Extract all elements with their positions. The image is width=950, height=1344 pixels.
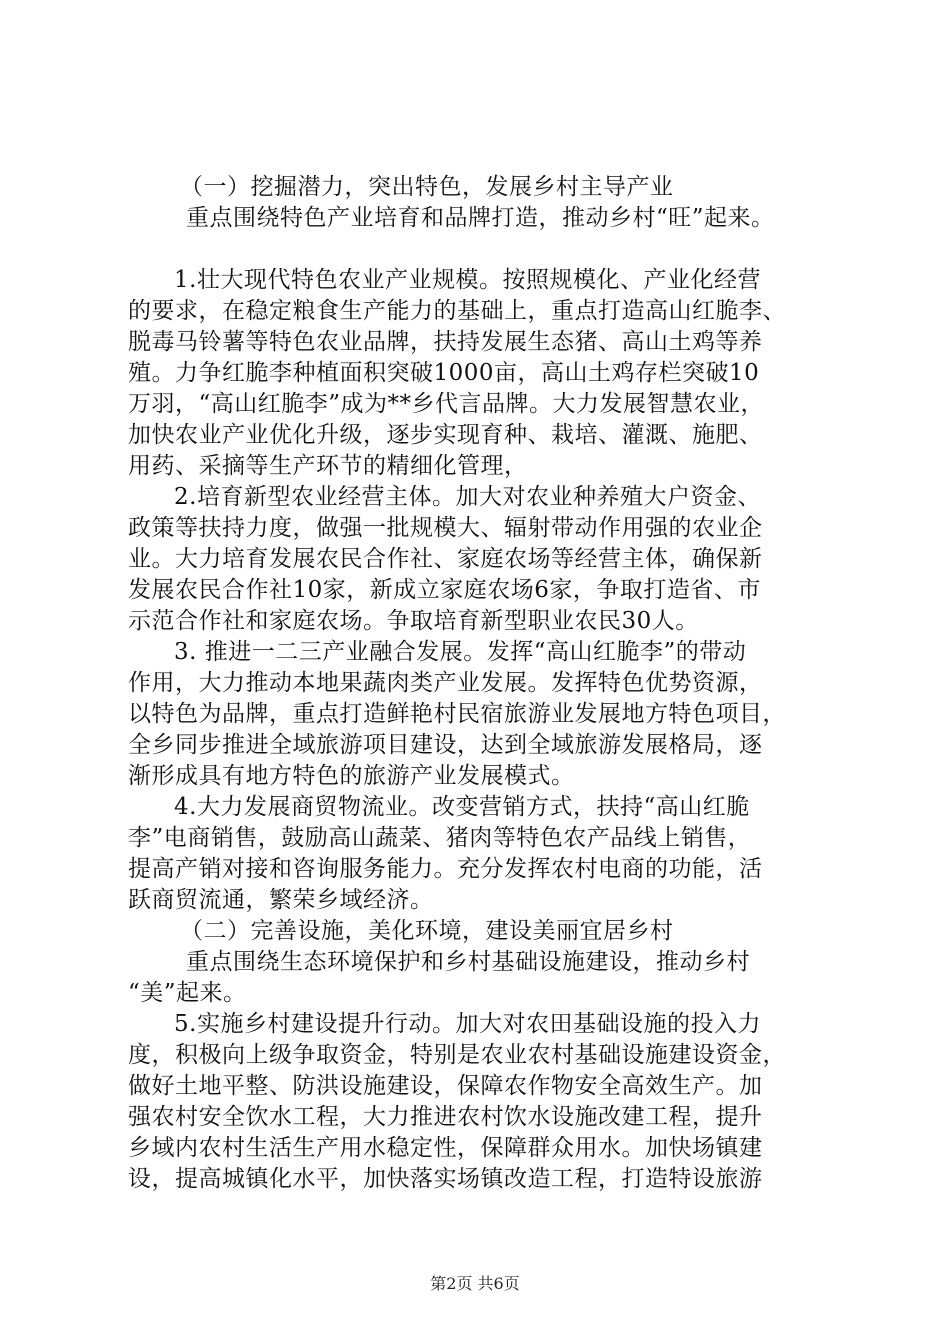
paragraph-line: 1.壮大现代特色农业产业规模。按照规模化、产业化经营 xyxy=(174,267,761,293)
paragraph-line: 度，积极向上级争取资金，特别是农业农村基础设施建设资金， xyxy=(128,1042,786,1068)
paragraph-line: 乡域内农村生活生产用水稳定性，保障群众用水。加快场镇建 xyxy=(128,1135,763,1161)
paragraph-item-3 xyxy=(128,637,828,792)
paragraph-item-2 xyxy=(128,482,828,637)
paragraph-line: 渐形成具有地方特色的旅游产业发展模式。 xyxy=(128,763,575,789)
paragraph-item-5 xyxy=(128,1009,828,1195)
paragraph-line: 5.实施乡村建设提升行动。加大对农田基础设施的投入力 xyxy=(174,1011,761,1037)
section-intro-2-continued: “美”起来。 xyxy=(128,980,247,1006)
paragraph-line: 做好土地平整、防洪设施建设，保障农作物安全高效生产。加 xyxy=(128,1073,763,1099)
paragraph-line: 以特色为品牌，重点打造鲜艳村民宿旅游业发展地方特色项目， xyxy=(128,701,786,727)
paragraph-line: 的要求，在稳定粮食生产能力的基础上，重点打造高山红脆李、 xyxy=(128,298,786,324)
paragraph-line: 加快农业产业优化升级，逐步实现育种、栽培、灌溉、施肥、 xyxy=(128,422,763,448)
paragraph-line: 殖。力争红脆李种植面积突破1000亩，高山土鸡存栏突破10 xyxy=(128,360,760,386)
paragraph-line: 万羽，“高山红脆李”成为**乡代言品牌。大力发展智慧农业， xyxy=(128,391,765,417)
paragraph-line: 设，提高城镇化水平，加快落实场镇改造工程，打造特设旅游 xyxy=(128,1166,763,1192)
paragraph-line: 强农村安全饮水工程，大力推进农村饮水设施改建工程，提升 xyxy=(128,1104,763,1130)
paragraph-line: 用药、采摘等生产环节的精细化管理， xyxy=(128,453,528,479)
paragraph-line: 3. 推进一二三产业融合发展。发挥“高山红脆李”的带动 xyxy=(174,639,747,665)
paragraph-line: 李”电商销售，鼓励高山蔬菜、猪肉等特色农产品线上销售， xyxy=(128,825,752,851)
document-body xyxy=(128,172,828,1195)
section-intro-2: 重点围绕生态环境保护和乡村基础设施建设，推动乡村 xyxy=(186,949,750,975)
paragraph-line: 示范合作社和家庭农场。争取培育新型职业农民30人。 xyxy=(128,608,699,634)
section-heading-1: （一）挖掘潜力，突出特色，发展乡村主导产业 xyxy=(180,174,674,200)
paragraph-line: 4.大力发展商贸物流业。改变营销方式，扶持“高山红脆 xyxy=(174,794,750,820)
paragraph-line: 发展农民合作社10家，新成立家庭农场6家，争取打造省、市 xyxy=(128,577,761,603)
paragraph-line: 业。大力培育发展农民合作社、家庭农场等经营主体，确保新 xyxy=(128,546,763,572)
paragraph-line: 脱毒马铃薯等特色农业品牌，扶持发展生态猪、高山土鸡等养 xyxy=(128,329,763,355)
paragraph-line: 全乡同步推进全域旅游项目建设，达到全域旅游发展格局，逐 xyxy=(128,732,763,758)
paragraph-line: 跃商贸流通，繁荣乡域经济。 xyxy=(128,887,434,913)
paragraph-line: 提高产销对接和咨询服务能力。充分发挥农村电商的功能，活 xyxy=(128,856,763,882)
section-intro-1: 重点围绕特色产业培育和品牌打造，推动乡村“旺”起来。 xyxy=(186,205,775,231)
paragraph-line: 作用，大力推动本地果蔬肉类产业发展。发挥特色优势资源， xyxy=(128,670,763,696)
section-heading-2: （二）完善设施，美化环境，建设美丽宜居乡村 xyxy=(180,918,674,944)
page-number-footer: 第2页 共6页 xyxy=(430,1274,520,1293)
paragraph-item-4 xyxy=(128,792,828,916)
paragraph-line: 政策等扶持力度，做强一批规模大、辐射带动作用强的农业企 xyxy=(128,515,763,541)
paragraph-item-1 xyxy=(128,265,828,482)
paragraph-line: 2.培育新型农业经营主体。加大对农业种养殖大户资金、 xyxy=(174,484,761,510)
paragraph-gap xyxy=(128,234,828,265)
